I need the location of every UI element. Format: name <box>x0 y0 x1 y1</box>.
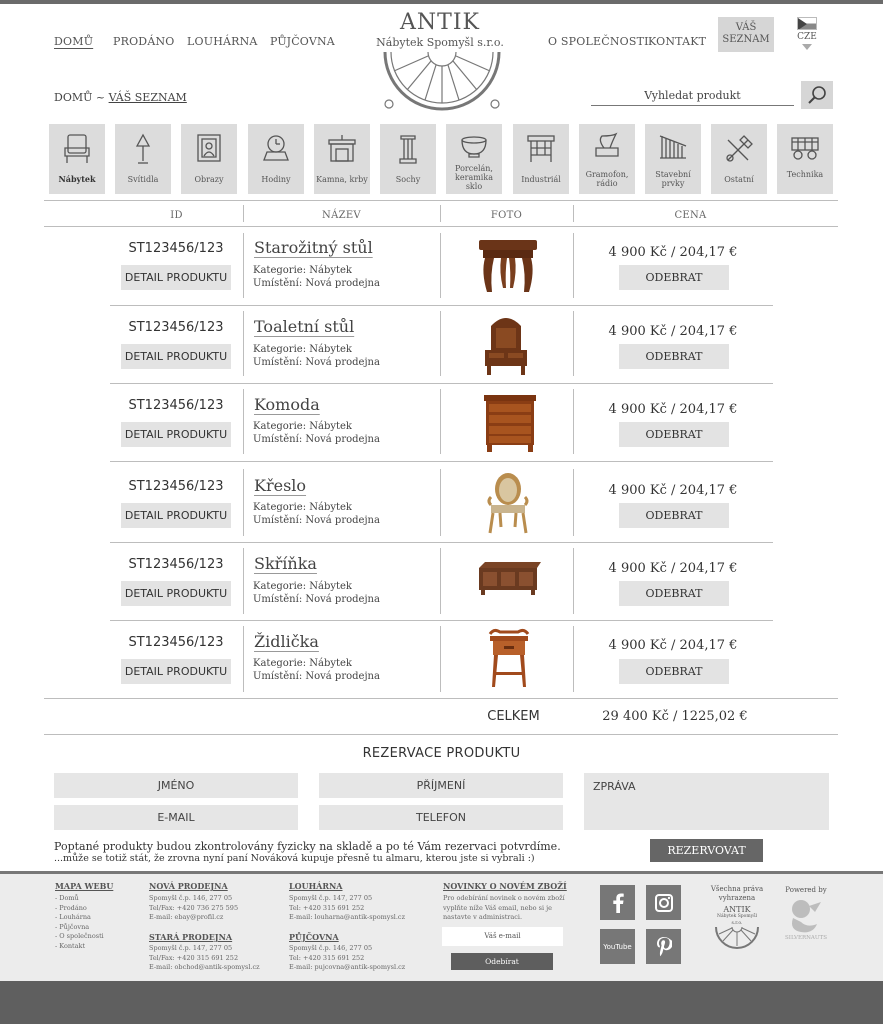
detail-product-button[interactable]: DETAIL PRODUKTU <box>121 503 231 528</box>
footer-rights: Všechna práva vyhrazena <box>710 885 764 902</box>
product-price: 4 900 Kč / 204,17 € <box>608 245 738 260</box>
footer-old-shop-title: STARÁ PRODEJNA <box>149 932 233 942</box>
table-photo[interactable] <box>477 238 539 294</box>
message-field[interactable]: ZPRÁVA <box>584 773 829 830</box>
product-name-link[interactable]: Křeslo <box>254 476 307 495</box>
product-name-link[interactable]: Toaletní stůl <box>254 317 355 336</box>
search-icon <box>807 85 827 105</box>
category-label: Obrazy <box>194 175 224 184</box>
vas-seznam-button[interactable]: VÁŠ SEZNAM <box>718 17 774 52</box>
category-label: Technika <box>786 170 824 179</box>
footer-phone: Tel/Fax: +420 315 691 252 <box>149 953 239 962</box>
footer-sitemap-title: MAPA WEBU <box>55 881 114 891</box>
category-hodiny[interactable] <box>248 124 304 194</box>
wheel-logo-icon <box>714 927 760 949</box>
gramophone-icon <box>590 132 624 162</box>
footer-louharna-info <box>289 894 405 923</box>
category-label: Kamna, krby <box>316 175 368 184</box>
footer-sitemap-list <box>55 894 104 951</box>
industrial-shelf-icon <box>524 132 558 166</box>
footer-phone: Tel: +420 315 691 252 <box>289 953 365 962</box>
armchair-photo[interactable] <box>485 471 531 535</box>
footer-pujcovna-title: PŮJČOVNA <box>289 932 339 942</box>
footer-phone: Tel: +420 315 691 252 <box>289 903 365 912</box>
reservation-note: Poptané produkty budou zkontrolovány fyzicky na skladě a po té Vám rezervaci potvrdíme. <box>54 840 561 853</box>
row-separator <box>110 461 773 462</box>
product-id: ST123456/123 <box>128 635 224 650</box>
category-technika[interactable] <box>777 124 833 194</box>
row-divider <box>573 311 574 376</box>
wagon-icon <box>788 132 822 162</box>
logo-title[interactable]: ANTIK <box>400 10 480 35</box>
pinterest-icon[interactable] <box>646 929 681 964</box>
product-meta <box>253 501 380 527</box>
row-divider <box>243 389 244 454</box>
remove-button[interactable]: ODEBRAT <box>619 659 729 684</box>
footer-news-line: nastavte v administraci. <box>443 913 523 921</box>
product-name-link[interactable]: Komoda <box>254 395 320 414</box>
category-label: Ostatní <box>724 175 754 184</box>
row-divider <box>243 469 244 536</box>
row-divider <box>243 548 244 614</box>
chest-of-drawers-photo[interactable] <box>482 393 538 453</box>
footer-link[interactable]: - Prodáno <box>55 903 87 912</box>
row-divider <box>573 469 574 536</box>
youtube-icon[interactable]: YouTube <box>600 929 635 964</box>
phone-field[interactable]: TELEFON <box>319 805 563 830</box>
footer-link[interactable]: - O společnosti <box>55 932 104 940</box>
footer-new-shop-info <box>149 894 238 923</box>
row-divider <box>440 626 441 692</box>
detail-product-button[interactable]: DETAIL PRODUKTU <box>121 659 231 684</box>
row-divider <box>440 311 441 376</box>
product-meta <box>253 580 380 606</box>
product-location: Umístění: Nová prodejna <box>253 671 380 682</box>
row-separator <box>110 383 773 384</box>
product-meta <box>253 657 380 683</box>
product-id: ST123456/123 <box>128 320 224 335</box>
remove-button[interactable]: ODEBRAT <box>619 265 729 290</box>
reservation-note-small: ...může se totiž stát, že zrovna nyní paní Nováková kupuje přesně tu almaru, kterou jste si vybrali :) <box>54 853 535 864</box>
product-price: 4 900 Kč / 204,17 € <box>608 483 738 498</box>
product-category: Kategorie: Nábytek <box>253 265 352 276</box>
lamp-icon <box>128 132 158 166</box>
remove-button[interactable]: ODEBRAT <box>619 503 729 528</box>
detail-product-button[interactable]: DETAIL PRODUKTU <box>121 422 231 447</box>
column-header-name: NÁZEV <box>322 210 361 221</box>
remove-button[interactable]: ODEBRAT <box>619 422 729 447</box>
row-divider <box>243 233 244 298</box>
footer-email[interactable]: E-mail: pujcovna@antik-spomysl.cz <box>289 963 406 971</box>
footer-link[interactable]: - Půjčovna <box>55 922 90 931</box>
category-label: Stavební prvky <box>655 170 691 188</box>
total-label: CELKEM <box>487 709 540 724</box>
product-name-link[interactable]: Starožitný stůl <box>254 238 373 257</box>
newsletter-email-input[interactable]: Váš e-mail <box>442 927 563 946</box>
nav-prodano[interactable]: PRODÁNO <box>113 35 175 48</box>
row-divider <box>243 311 244 376</box>
category-label: Porcelán, keramika sklo <box>455 164 493 191</box>
row-separator <box>110 620 773 621</box>
category-label: Sochy <box>395 175 421 184</box>
footer-pujcovna-info <box>289 944 405 973</box>
nav-domu[interactable]: DOMŮ <box>54 35 94 48</box>
column-header-photo: FOTO <box>490 210 523 221</box>
nav-o-spolecnosti[interactable]: O SPOLEČNOSTI <box>548 35 649 48</box>
category-obrazy[interactable] <box>181 124 237 194</box>
email-field[interactable]: E-MAIL <box>54 805 298 830</box>
table-bottom-border <box>44 698 838 699</box>
row-divider <box>440 469 441 536</box>
top-bar <box>0 0 883 4</box>
product-category: Kategorie: Nábytek <box>253 658 352 669</box>
column-header-id: ID <box>170 210 183 221</box>
category-label: Nábytek <box>58 174 96 184</box>
product-location: Umístění: Nová prodejna <box>253 515 380 526</box>
product-price: 4 900 Kč / 204,17 € <box>608 561 738 576</box>
footer-email[interactable]: E-mail: ebay@profil.cz <box>149 913 224 921</box>
category-label: Gramofon, rádio <box>585 170 629 188</box>
search-button[interactable] <box>801 81 833 109</box>
footer-louharna-title: LOUHÁRNA <box>289 881 343 891</box>
product-category: Kategorie: Nábytek <box>253 421 352 432</box>
product-id: ST123456/123 <box>128 398 224 413</box>
breadcrumb <box>54 91 187 104</box>
category-sochy[interactable] <box>380 124 436 194</box>
category-porcelan[interactable] <box>446 124 502 194</box>
product-name-link[interactable]: Skříňka <box>254 554 317 573</box>
reserve-button[interactable]: REZERVOVAT <box>650 839 763 862</box>
footer-link[interactable]: - Kontakt <box>55 941 86 950</box>
product-name-link[interactable]: Židlička <box>254 632 319 651</box>
facebook-icon[interactable] <box>600 885 635 920</box>
category-label: Hodiny <box>261 175 291 184</box>
row-divider <box>440 233 441 298</box>
tools-icon <box>722 132 756 166</box>
detail-product-button[interactable]: DETAIL PRODUKTU <box>121 344 231 369</box>
footer-bottom-bar <box>0 981 883 1024</box>
category-industrial[interactable] <box>513 124 569 194</box>
footer-old-shop-info <box>149 944 260 973</box>
row-divider <box>440 389 441 454</box>
category-gramofon[interactable] <box>579 124 635 194</box>
footer-address: Spomyšl č.p. 147, 277 05 <box>289 894 373 902</box>
product-meta <box>253 343 380 369</box>
dressing-table-photo[interactable] <box>481 312 531 376</box>
armchair-icon <box>62 132 92 166</box>
czech-flag-icon <box>797 17 817 30</box>
remove-button[interactable]: ODEBRAT <box>619 581 729 606</box>
product-location: Umístění: Nová prodejna <box>253 434 380 445</box>
nav-louharna[interactable]: LOUHÁRNA <box>187 35 258 48</box>
chevron-down-icon <box>802 44 812 50</box>
footer-email[interactable]: E-mail: louharna@antik-spomysl.cz <box>289 913 405 921</box>
row-divider <box>573 626 574 692</box>
nav-pujcovna[interactable]: PŮJČOVNA <box>270 35 335 48</box>
row-separator <box>110 542 773 543</box>
total-value: 29 400 Kč / 1225,02 € <box>602 709 748 724</box>
footer-link[interactable]: - Louhárna <box>55 913 91 921</box>
total-border <box>44 734 838 735</box>
product-location: Umístění: Nová prodejna <box>253 357 380 368</box>
product-location: Umístění: Nová prodejna <box>253 278 380 289</box>
product-price: 4 900 Kč / 204,17 € <box>608 638 738 653</box>
table-header-border <box>44 226 838 227</box>
product-id: ST123456/123 <box>128 557 224 572</box>
footer-new-shop-title: NOVÁ PRODEJNA <box>149 881 228 891</box>
breadcrumb-separator: ~ <box>95 91 106 104</box>
footer-address: Spomyšl č.p. 146, 277 05 <box>149 894 233 902</box>
powered-by-label: Powered by <box>785 886 827 894</box>
remove-button[interactable]: ODEBRAT <box>619 344 729 369</box>
silvernauts-label: SILVERNAUTS <box>785 935 827 941</box>
fireplace-icon <box>325 132 359 166</box>
search-input[interactable]: Vyhledat produkt <box>591 85 794 106</box>
column-statue-icon <box>393 132 423 166</box>
row-divider <box>573 233 574 298</box>
silvernauts-logo-icon[interactable] <box>787 898 825 934</box>
clock-icon <box>259 132 293 166</box>
row-separator <box>110 305 773 306</box>
wheel-logo-icon[interactable] <box>381 52 503 114</box>
product-category: Kategorie: Nábytek <box>253 581 352 592</box>
detail-product-button[interactable]: DETAIL PRODUKTU <box>121 265 231 290</box>
language-selector[interactable] <box>795 17 819 50</box>
category-nabytek[interactable] <box>49 124 105 194</box>
footer-logo-title: ANTIK <box>723 905 751 914</box>
picture-frame-icon <box>194 132 224 166</box>
reservation-title: REZERVACE PRODUKTU <box>362 746 521 761</box>
footer-phone: Tel/Fax: +420 736 275 595 <box>149 903 239 912</box>
language-label: CZE <box>797 32 817 42</box>
porcelain-bowl-icon <box>457 132 491 162</box>
product-category: Kategorie: Nábytek <box>253 344 352 355</box>
category-svitidla[interactable] <box>115 124 171 194</box>
footer-link[interactable]: - Domů <box>55 894 79 902</box>
row-divider <box>243 626 244 692</box>
footer-logo-subtitle: Nábytek Spomyšl s.r.o. <box>717 914 757 926</box>
instagram-icon[interactable] <box>646 885 681 920</box>
first-name-field[interactable]: JMÉNO <box>54 773 298 798</box>
category-kamna-krby[interactable] <box>314 124 370 194</box>
category-label: Svítidla <box>127 175 159 184</box>
table-top-border <box>44 200 838 201</box>
breadcrumb-current[interactable]: VÁŠ SEZNAM <box>108 91 187 104</box>
detail-product-button[interactable]: DETAIL PRODUKTU <box>121 581 231 606</box>
newsletter-subscribe-button[interactable]: Odebírat <box>451 953 553 970</box>
footer-email[interactable]: E-mail: obchod@antik-spomysl.cz <box>149 963 260 971</box>
footer-news-line: Pro odebírání novinek o novém zboží <box>443 894 565 902</box>
product-location: Umístění: Nová prodejna <box>253 594 380 605</box>
cabinet-photo[interactable] <box>477 560 543 596</box>
footer-logo[interactable] <box>713 906 761 951</box>
footer-news-line: vyplňte níže Váš email, nebo si je <box>443 903 552 912</box>
row-divider <box>573 548 574 614</box>
category-ostatni[interactable] <box>711 124 767 194</box>
category-label: Industriál <box>521 175 561 184</box>
row-divider <box>440 548 441 614</box>
category-stavebni-prvky[interactable] <box>645 124 701 194</box>
footer-address: Spomyšl č.p. 147, 277 05 <box>149 944 233 952</box>
product-id: ST123456/123 <box>128 479 224 494</box>
side-table-photo[interactable] <box>486 628 532 688</box>
nav-kontakt[interactable]: KONTAKT <box>648 35 707 48</box>
product-price: 4 900 Kč / 204,17 € <box>608 402 738 417</box>
row-divider <box>573 389 574 454</box>
footer-address: Spomyšl č.p. 146, 277 05 <box>289 944 373 952</box>
footer-news-title: NOVINKY O NOVÉM ZBOŽÍ <box>443 881 567 891</box>
product-meta <box>253 420 380 446</box>
product-category: Kategorie: Nábytek <box>253 502 352 513</box>
product-id: ST123456/123 <box>128 241 224 256</box>
last-name-field[interactable]: PŘÍJMENÍ <box>319 773 563 798</box>
logo-subtitle: Nábytek Spomyšl s.r.o. <box>376 36 504 49</box>
column-header-price: CENA <box>674 210 707 221</box>
breadcrumb-home[interactable]: DOMŮ <box>54 91 93 104</box>
footer-news-text <box>443 894 565 923</box>
staircase-railing-icon <box>656 132 690 162</box>
product-meta <box>253 264 380 290</box>
product-price: 4 900 Kč / 204,17 € <box>608 324 738 339</box>
